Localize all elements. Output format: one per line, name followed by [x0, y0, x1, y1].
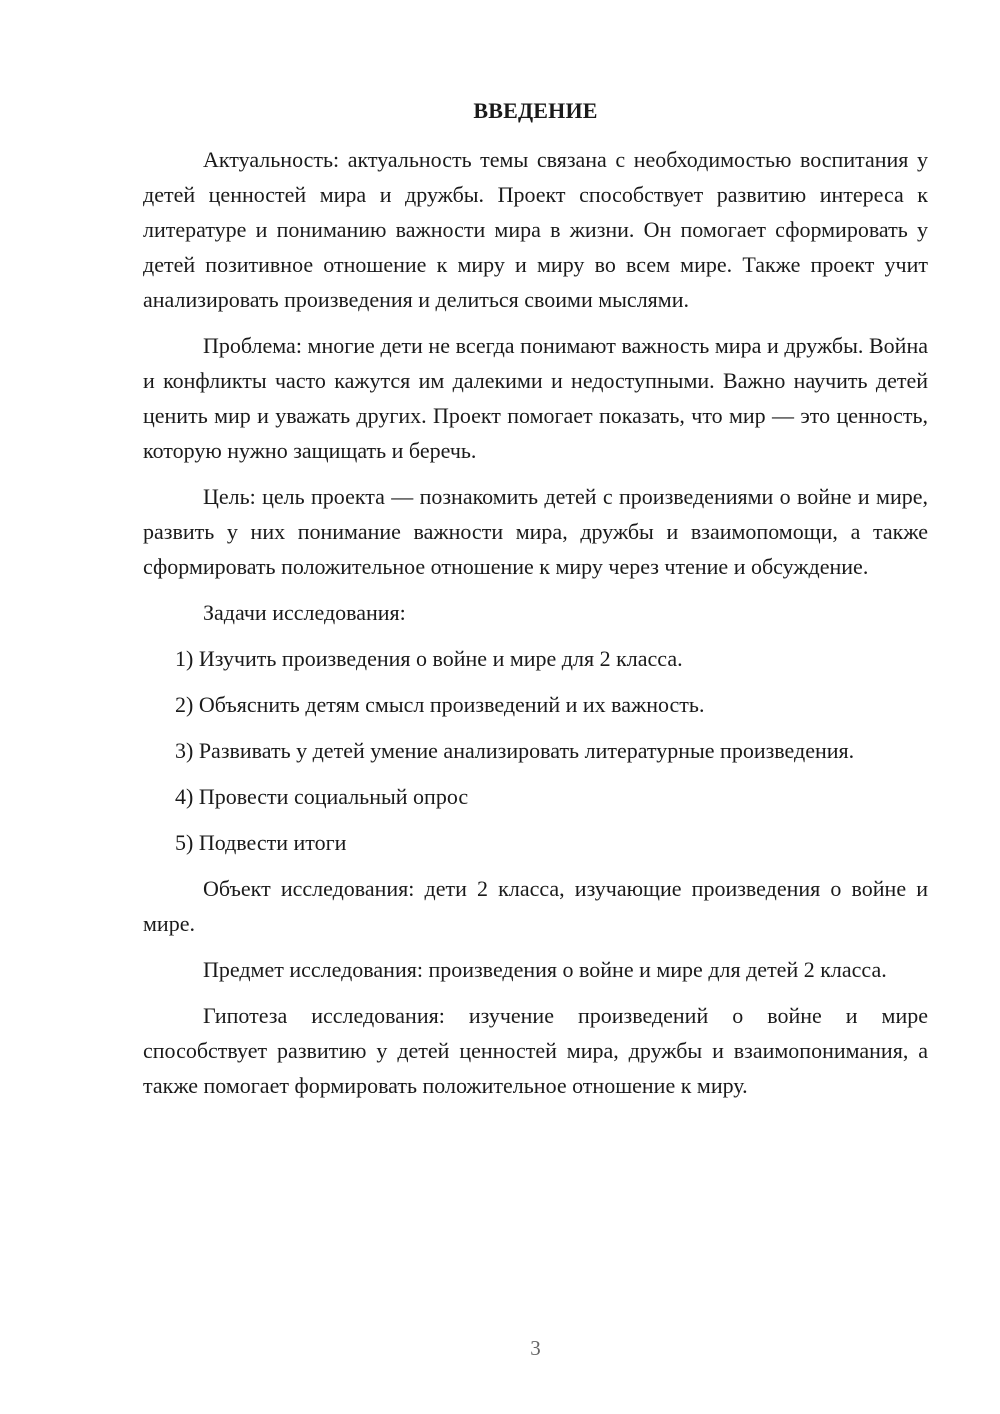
task-item-1: 1) Изучить произведения о войне и мире для 2 класса. [175, 646, 683, 671]
task-item-4: 4) Провести социальный опрос [175, 784, 469, 809]
document-body [143, 142, 928, 1103]
task-item-3: 3) Развивать у детей умение анализировать литературные произведения. [175, 738, 855, 763]
paragraph-hypothesis: Гипотеза исследования: изучение произведений о войне и мире способствует развитию у детей ценностей мира, дружбы и взаимопонимания, а также помогает формировать положительное отношение к миру. [143, 1003, 928, 1098]
task-item-2: 2) Объяснить детям смысл произведений и их важность. [175, 692, 705, 717]
paragraph-goal: Цель: цель проекта — познакомить детей с произведениями о войне и мире, развить у них понимание важности мира, дружбы и взаимопомощи, а также сформировать положительное отношение к миру через чтение и обсуждение. [143, 484, 928, 579]
paragraph-subject: Предмет исследования: произведения о войне и мире для детей 2 класса. [203, 957, 887, 982]
paragraph-problem: Проблема: многие дети не всегда понимают важность мира и дружбы. Война и конфликты часто кажутся им далекими и недоступными. Важно научить детей ценить мир и уважать других. Проект помогает показать, что мир — это ценность, которую нужно защищать и беречь. [143, 333, 928, 463]
page-number: 3 [530, 1336, 541, 1360]
task-item-5: 5) Подвести итоги [175, 830, 347, 855]
paragraph-tasks-title: Задачи исследования: [203, 600, 406, 625]
paragraph-object: Объект исследования: дети 2 класса, изучающие произведения о войне и мире. [143, 876, 928, 936]
paragraph-relevance: Актуальность: актуальность темы связана с необходимостью воспитания у детей ценностей мира и дружбы. Проект способствует развитию интереса к литературе и пониманию важности мира в жизни. Он помогает сформировать у детей позитивное отношение к миру и миру во всем мире. Также проект учит анализировать произведения и делиться своими мыслями. [143, 147, 928, 312]
document-page [143, 0, 928, 1414]
section-heading: ВВЕДЕНИЕ [473, 98, 598, 123]
